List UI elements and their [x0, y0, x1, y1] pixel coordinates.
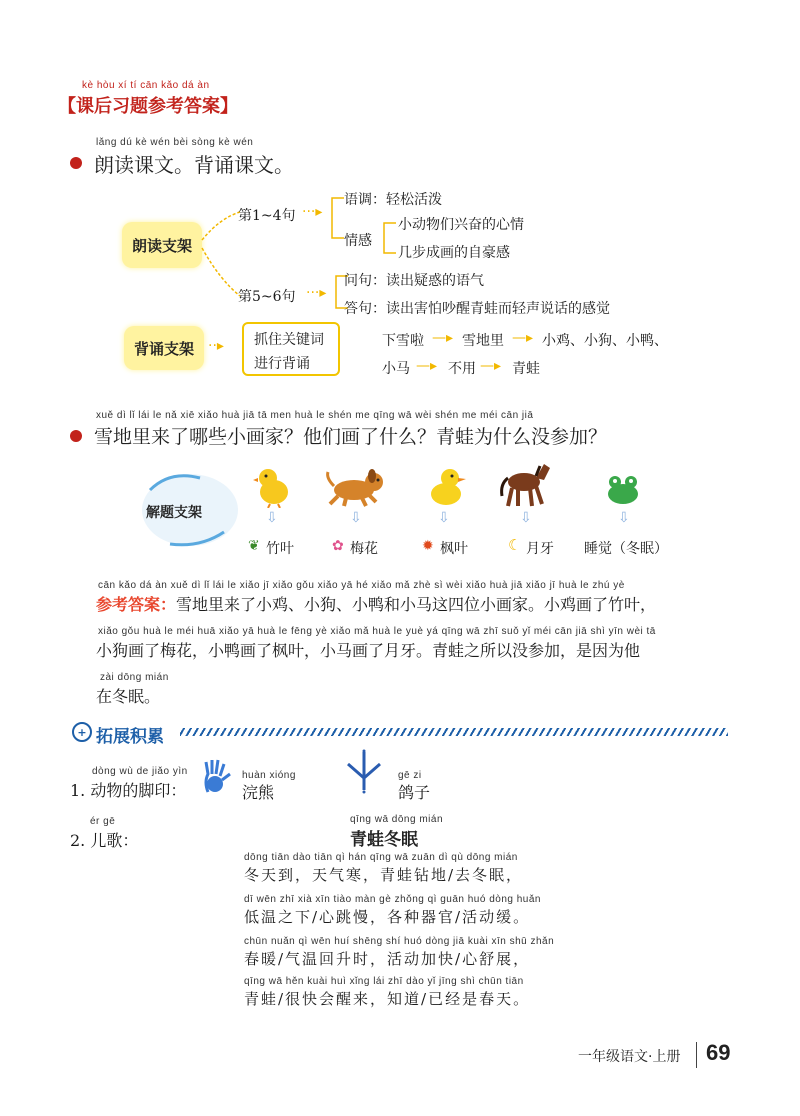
solve-frame-label: 解题支架 — [146, 505, 202, 521]
chain-1-c: 小鸡、小狗、小鸭、 — [542, 333, 668, 349]
answer-pinyin-2: xiǎo gǒu huà le méi huā xiǎo yā huà le fēng yè xiǎo mǎ huà le yuè yá qīng wā zhī suǒ yǐ méi cān jiā shì yīn wèi tā — [98, 626, 656, 637]
dog-icon — [324, 468, 388, 508]
poem-title: 青蛙冬眠 — [350, 830, 418, 850]
poem-line-1: 冬天到，天气寒，青蛙钻地/去冬眠， — [244, 866, 524, 884]
header-pinyin: kè hòu xí tí cān kǎo dá àn — [82, 80, 210, 91]
brace-1 — [326, 192, 346, 244]
raccoon-label: 浣熊 — [242, 783, 275, 802]
maple-leaf-icon: ✹ — [422, 538, 434, 554]
emotion-2: 几步成画的自豪感 — [398, 245, 510, 261]
down-arrow-icon: ⇩ — [438, 510, 450, 526]
frog-icon — [604, 472, 642, 506]
recite-frame-label: 背诵支架 — [124, 326, 204, 370]
chain-2-b: 不用 — [448, 361, 476, 377]
poem-line-2-pinyin: dī wēn zhī xià xīn tiào màn gè zhǒng qì guān huó dòng huǎn — [244, 894, 541, 905]
extension-badge-icon: + — [72, 722, 92, 742]
emotion-label: 情感 — [344, 233, 372, 249]
down-arrow-icon: ⇩ — [350, 510, 362, 526]
poem-line-4: 青蛙/很快会醒来，知道/已经是春天。 — [244, 990, 531, 1008]
chain-2-c: 青蛙 — [512, 361, 540, 377]
q2-text: 雪地里来了哪些小画家？他们画了什么？青蛙为什么没参加？ — [94, 426, 608, 448]
part2-label: 第5~6句 — [238, 289, 296, 305]
arrow-icon: ··▸ — [208, 338, 224, 354]
raccoon-pinyin: huàn xióng — [242, 770, 296, 781]
chain-1-a: 下雪啦 — [382, 333, 424, 349]
answer-pinyin-1: cān kǎo dá àn xuě dì lǐ lái le xiǎo jī xiǎo gǒu xiǎo yā hé xiǎo mǎ zhè sì wèi xiǎo huà jiā xiǎo jī huà le zhú yè — [98, 580, 625, 591]
q1-text: 朗读课文。背诵课文。 — [94, 153, 294, 177]
tone-label: 语调：轻松活泼 — [344, 192, 442, 208]
arrow-icon: —▸ — [432, 330, 454, 346]
q2-pinyin: xuě dì lǐ lái le nǎ xiē xiǎo huà jiā tā men huà le shén me qīng wā wèi shén me méi cān jiā — [96, 410, 534, 421]
question-label: 问句：读出疑惑的语气 — [344, 273, 484, 289]
down-arrow-icon: ⇩ — [520, 510, 532, 526]
method-1: 抓住关键词 — [254, 332, 324, 348]
bullet-dot — [70, 157, 82, 169]
extension-divider — [180, 728, 728, 736]
poem-line-3: 春暖/气温回升时，活动加快/心舒展， — [244, 950, 531, 968]
chain-2-a: 小马 — [382, 361, 410, 377]
poem-line-1-pinyin: dōng tiān dào tiān qì hán qīng wā zuān dì qù dōng mián — [244, 852, 518, 863]
chain-1-b: 雪地里 — [462, 333, 504, 349]
drawing-3: 枫叶 — [440, 541, 468, 557]
item1-pinyin: dòng wù de jiǎo yìn — [92, 766, 188, 777]
part1-label: 第1~4句 — [238, 208, 296, 224]
drawing-4: 月牙 — [526, 541, 554, 557]
item2-pinyin: ér gē — [90, 816, 116, 827]
arrow-icon: ···▸ — [306, 285, 327, 301]
arrow-icon: —▸ — [480, 358, 502, 374]
down-arrow-icon: ⇩ — [266, 510, 278, 526]
q1-pinyin: lǎng dú kè wén bèi sòng kè wén — [96, 137, 254, 148]
crescent-moon-icon: ☾ — [508, 536, 522, 554]
plum-blossom-icon: ✿ — [332, 538, 344, 554]
raccoon-footprint-icon — [200, 758, 234, 794]
page-title: 【课后习题参考答案】 — [58, 96, 238, 117]
page-number: 69 — [706, 1040, 731, 1065]
poem-title-pinyin: qīng wā dōng mián — [350, 814, 444, 825]
answer-line-2: 小狗画了梅花，小鸭画了枫叶，小马画了月牙。青蛙之所以没参加，是因为他 — [96, 641, 641, 660]
extension-title: 拓展积累 — [96, 727, 164, 747]
item1-label: 1. 动物的脚印： — [70, 781, 187, 800]
horse-icon — [498, 460, 554, 510]
duck-icon — [424, 464, 468, 508]
reading-frame-label: 朗读支架 — [122, 222, 202, 268]
drawing-1: 竹叶 — [266, 541, 294, 557]
bullet-dot — [70, 430, 82, 442]
chick-icon — [252, 464, 296, 508]
pigeon-label: 鸽子 — [398, 783, 431, 802]
emotion-1: 小动物们兴奋的心情 — [398, 217, 524, 233]
recite-method-box — [242, 322, 340, 376]
poem-line-3-pinyin: chūn nuǎn qì wēn huí shēng shí huó dòng jiā kuài xīn shū zhǎn — [244, 936, 555, 947]
item2-label: 2. 儿歌： — [70, 831, 139, 850]
bamboo-leaf-icon: ❦ — [248, 538, 260, 554]
answer-label: 参考答案： — [96, 595, 177, 614]
arrow-icon: ···▸ — [302, 204, 323, 220]
brace-2 — [376, 218, 398, 258]
pigeon-pinyin: gē zi — [398, 770, 422, 781]
footer-divider — [696, 1042, 697, 1068]
arrow-icon: —▸ — [416, 358, 438, 374]
poem-line-2: 低温之下/心跳慢，各种器官/活动缓。 — [244, 908, 531, 926]
drawing-5: 睡觉（冬眠） — [584, 541, 668, 557]
answer-line-3: 在冬眠。 — [96, 687, 161, 706]
drawing-2: 梅花 — [350, 541, 378, 557]
arrow-icon: —▸ — [512, 330, 534, 346]
poem-line-4-pinyin: qīng wā hěn kuài huì xǐng lái zhī dào yǐ jīng shì chūn tiān — [244, 976, 524, 987]
answer-line-1: 雪地里来了小鸡、小狗、小鸭和小马这四位小画家。小鸡画了竹叶， — [176, 595, 657, 614]
pigeon-footprint-icon — [344, 748, 384, 794]
answer-style-label: 答句：读出害怕吵醒青蛙而轻声说话的感觉 — [344, 301, 610, 317]
method-2: 进行背诵 — [254, 356, 310, 372]
answer-pinyin-3: zài dōng mián — [100, 672, 169, 683]
down-arrow-icon: ⇩ — [618, 510, 630, 526]
book-title: 一年级语文·上册 — [578, 1049, 681, 1065]
